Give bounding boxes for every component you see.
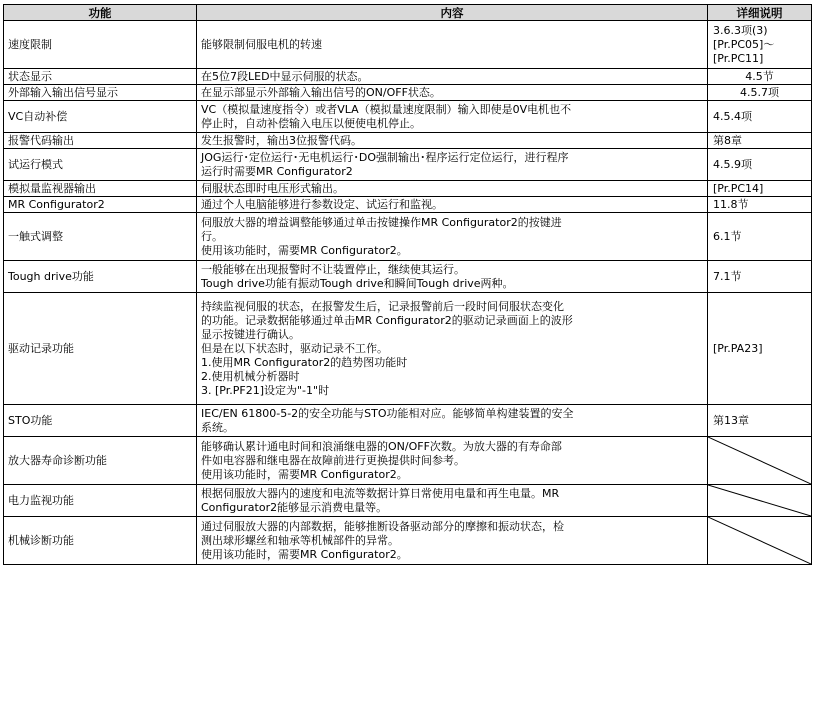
content-line: 3. [Pr.PF21]设定为"-1"时 xyxy=(201,383,330,397)
header-detail: 详细说明 xyxy=(708,5,812,21)
content-line: 停止时，自动补偿输入电压以便使电机停止。 xyxy=(201,116,421,130)
content-line: 在5位7段LED中显示伺服的状态。 xyxy=(201,69,369,83)
detail-line: [Pr.PA23] xyxy=(713,341,763,355)
function-cell: 状态显示 xyxy=(4,69,197,85)
content-cell xyxy=(197,101,708,133)
detail-cell xyxy=(708,213,812,261)
content-line: 1.使用MR Configurator2的趋势图功能时 xyxy=(201,355,408,369)
content-line: 根据伺服放大器内的速度和电流等数据计算日常使用电量和再生电量。MR xyxy=(201,486,560,500)
content-line: 能够限制伺服电机的转速 xyxy=(201,37,322,51)
function-cell: 速度限制 xyxy=(4,21,197,69)
content-line: 的功能。记录数据能够通过单击MR Configurator2的驱动记录画面上的波形 xyxy=(201,313,573,327)
table-row xyxy=(4,69,812,85)
detail-cell xyxy=(708,101,812,133)
content-line: JOG运行･定位运行･无电机运行･DO强制输出･程序运行定位运行，进行程序 xyxy=(201,150,569,164)
detail-cell xyxy=(708,261,812,293)
detail-cell xyxy=(708,293,812,405)
detail-cell xyxy=(708,149,812,181)
detail-line: 第13章 xyxy=(713,413,749,427)
table-row xyxy=(4,101,812,133)
content-line: Configurator2能够显示消费电量等。 xyxy=(201,500,388,514)
detail-line: 4.5节 xyxy=(745,69,774,83)
detail-cell-empty xyxy=(708,437,812,485)
detail-cell xyxy=(708,197,812,213)
detail-line: [Pr.PC11] xyxy=(713,51,764,65)
content-line: 运行时需要MR Configurator2 xyxy=(201,164,353,178)
content-line: 使用该功能时，需要MR Configurator2。 xyxy=(201,467,408,481)
diagonal-slash-line xyxy=(708,517,811,564)
detail-cell xyxy=(708,69,812,85)
content-line: 使用该功能时，需要MR Configurator2。 xyxy=(201,243,408,257)
table-row xyxy=(4,405,812,437)
detail-line: 11.8节 xyxy=(713,197,749,211)
content-cell xyxy=(197,21,708,69)
detail-line: 7.1节 xyxy=(713,269,742,283)
content-line: 但是在以下状态时，驱动记录不工作。 xyxy=(201,341,388,355)
table-row xyxy=(4,437,812,485)
function-cell: 外部输入输出信号显示 xyxy=(4,85,197,101)
table-row xyxy=(4,293,812,405)
detail-line: 4.5.7项 xyxy=(740,85,779,99)
content-line: 通过伺服放大器的内部数据，能够推断设备驱动部分的摩擦和振动状态，检 xyxy=(201,519,564,533)
function-cell: 放大器寿命诊断功能 xyxy=(4,437,197,485)
table-row xyxy=(4,85,812,101)
table-row xyxy=(4,133,812,149)
content-cell xyxy=(197,197,708,213)
function-cell: 驱动记录功能 xyxy=(4,293,197,405)
content-cell xyxy=(197,213,708,261)
content-cell xyxy=(197,261,708,293)
table-row xyxy=(4,197,812,213)
detail-line: 4.5.4项 xyxy=(713,109,752,123)
content-line: VC（模拟量速度指令）或者VLA（模拟量速度限制）输入即使是0V电机也不 xyxy=(201,102,572,116)
content-line: 伺服放大器的增益调整能够通过单击按键操作MR Configurator2的按键进 xyxy=(201,215,562,229)
table-row xyxy=(4,485,812,517)
content-line: 行。 xyxy=(201,229,223,243)
header-content: 内容 xyxy=(197,5,708,21)
content-line: 通过个人电脑能够进行参数设定、试运行和监视。 xyxy=(201,197,443,211)
function-cell: 模拟量监视器输出 xyxy=(4,181,197,197)
content-line: 在显示部显示外部输入输出信号的ON/OFF状态。 xyxy=(201,85,441,99)
table-row xyxy=(4,149,812,181)
content-line: 持续监视伺服的状态，在报警发生后，记录报警前后一段时间伺服状态变化 xyxy=(201,299,564,313)
detail-line: [Pr.PC05]～ xyxy=(713,37,775,51)
diagonal-slash-line xyxy=(708,485,811,516)
detail-line: [Pr.PC14] xyxy=(713,181,764,195)
function-cell: 机械诊断功能 xyxy=(4,517,197,565)
function-cell: 试运行模式 xyxy=(4,149,197,181)
detail-cell xyxy=(708,181,812,197)
content-cell xyxy=(197,437,708,485)
content-line: 发生报警时，输出3位报警代码。 xyxy=(201,133,362,147)
content-line: 显示按键进行确认。 xyxy=(201,327,300,341)
table-row xyxy=(4,181,812,197)
content-line: 2.使用机械分析器时 xyxy=(201,369,300,383)
content-line: 一般能够在出现报警时不让装置停止，继续使其运行。 xyxy=(201,262,465,276)
content-cell xyxy=(197,149,708,181)
content-line: Tough drive功能有振动Tough drive和瞬间Tough drive两种。 xyxy=(201,276,514,290)
detail-line: 第8章 xyxy=(713,133,742,147)
content-line: 系统。 xyxy=(201,420,234,434)
table-row xyxy=(4,21,812,69)
content-line: 件如电容器和继电器在故障前进行更换提供时间参考。 xyxy=(201,453,465,467)
function-cell: 电力监视功能 xyxy=(4,485,197,517)
content-cell xyxy=(197,517,708,565)
diagonal-slash-line xyxy=(708,437,811,484)
table-row xyxy=(4,261,812,293)
detail-cell-empty xyxy=(708,517,812,565)
detail-cell xyxy=(708,405,812,437)
content-cell xyxy=(197,293,708,405)
content-cell xyxy=(197,485,708,517)
content-cell xyxy=(197,69,708,85)
function-cell: VC自动补偿 xyxy=(4,101,197,133)
detail-cell xyxy=(708,21,812,69)
detail-line: 4.5.9项 xyxy=(713,157,752,171)
function-table xyxy=(3,4,812,565)
detail-cell xyxy=(708,133,812,149)
function-cell: MR Configurator2 xyxy=(4,197,197,213)
function-cell: Tough drive功能 xyxy=(4,261,197,293)
detail-line: 3.6.3项(3) xyxy=(713,23,768,37)
function-cell: STO功能 xyxy=(4,405,197,437)
function-cell: 一触式调整 xyxy=(4,213,197,261)
content-line: 测出球形螺丝和轴承等机械部件的异常。 xyxy=(201,533,399,547)
content-cell xyxy=(197,85,708,101)
content-line: 伺服状态即时电压形式输出。 xyxy=(201,181,344,195)
table-header-row xyxy=(4,5,812,21)
content-cell xyxy=(197,133,708,149)
table-row xyxy=(4,213,812,261)
content-line: 能够确认累计通电时间和浪涌继电器的ON/OFF次数。为放大器的有寿命部 xyxy=(201,439,562,453)
content-cell xyxy=(197,405,708,437)
detail-line: 6.1节 xyxy=(713,229,742,243)
detail-cell xyxy=(708,85,812,101)
detail-cell-empty xyxy=(708,485,812,517)
table-row xyxy=(4,517,812,565)
content-cell xyxy=(197,181,708,197)
header-function: 功能 xyxy=(4,5,197,21)
content-line: 使用该功能时，需要MR Configurator2。 xyxy=(201,547,408,561)
content-line: IEC/EN 61800-5-2的安全功能与STO功能相对应。能够简单构建装置的安全 xyxy=(201,406,574,420)
table-body xyxy=(4,21,812,565)
function-cell: 报警代码输出 xyxy=(4,133,197,149)
